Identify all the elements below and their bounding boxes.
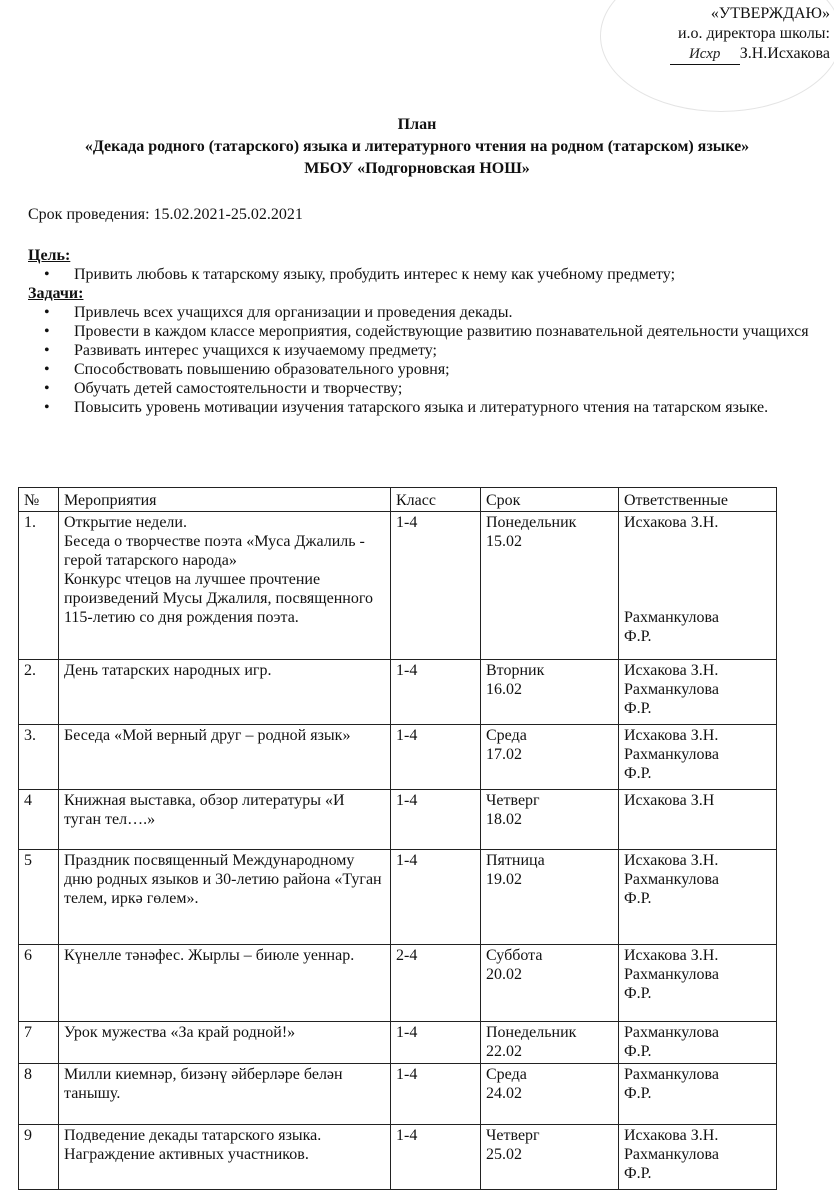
cell-date: Четверг 25.02 bbox=[481, 1125, 619, 1190]
task-item: • Способствовать повышению образовательного уровня; bbox=[74, 360, 828, 379]
cell-num: 7 bbox=[19, 1022, 59, 1064]
goal-label: Цель: bbox=[28, 247, 71, 264]
column-header: Класс bbox=[391, 488, 481, 512]
cell-class: 1-4 bbox=[391, 1125, 481, 1190]
cell-num: 1. bbox=[19, 512, 59, 660]
cell-class: 1-4 bbox=[391, 790, 481, 850]
events-table bbox=[18, 487, 777, 1190]
table-row bbox=[19, 1064, 777, 1125]
cell-date: Понедельник 15.02 bbox=[481, 512, 619, 660]
cell-class: 2-4 bbox=[391, 945, 481, 1022]
heading-line3: МБОУ «Подгорновская НОШ» bbox=[304, 160, 530, 177]
cell-date: Среда 17.02 bbox=[481, 725, 619, 790]
cell-class: 1-4 bbox=[391, 850, 481, 945]
task-item: • Провести в каждом классе мероприятия, содействующие развитию познавательной деятельности учащихся bbox=[74, 322, 828, 341]
cell-class: 1-4 bbox=[391, 512, 481, 660]
table-header-row bbox=[19, 488, 777, 512]
cell-date: Четверг 18.02 bbox=[481, 790, 619, 850]
cell-event: Открытие недели. Беседа о творчестве поэта «Муса Джалиль - герой татарского народа» Конкурс чтецов на лучшее прочтение произведений Мусы Джалиля, посвященного 115-летию со дня рождения поэта. bbox=[59, 512, 391, 660]
task-item: • Обучать детей самостоятельности и творчеству; bbox=[74, 379, 828, 398]
cell-class: 1-4 bbox=[391, 660, 481, 725]
table-row bbox=[19, 512, 777, 660]
signature: Исхр bbox=[670, 44, 740, 65]
table-row bbox=[19, 1022, 777, 1064]
cell-resp: Рахманкулова Ф.Р. bbox=[619, 1022, 777, 1064]
approval-position: и.о. директора школы: bbox=[677, 25, 830, 42]
cell-date: Пятница 19.02 bbox=[481, 850, 619, 945]
dates-line: Срок проведения: 15.02.2021-25.02.2021 bbox=[28, 206, 303, 223]
cell-resp: Исхакова З.Н. Рахманкулова Ф.Р. bbox=[619, 945, 777, 1022]
table-row bbox=[19, 790, 777, 850]
task-item: • Привлечь всех учащихся для организации и проведения декады. bbox=[74, 303, 828, 322]
cell-event: Книжная выставка, обзор литературы «И туган тел….» bbox=[59, 790, 391, 850]
cell-event: Беседа «Мой верный друг – родной язык» bbox=[59, 725, 391, 790]
cell-date: Суббота 20.02 bbox=[481, 945, 619, 1022]
approval-block bbox=[620, 4, 830, 65]
cell-event: Урок мужества «За край родной!» bbox=[59, 1022, 391, 1064]
cell-num: 9 bbox=[19, 1125, 59, 1190]
approval-title: «УТВЕРЖДАЮ» bbox=[710, 5, 830, 22]
goals-section bbox=[28, 246, 828, 417]
cell-resp: Рахманкулова Ф.Р. bbox=[619, 1064, 777, 1125]
cell-resp: Исхакова З.Н. Рахманкулова Ф.Р. bbox=[619, 660, 777, 725]
cell-resp: Исхакова З.Н. Рахманкулова Ф.Р. bbox=[619, 1125, 777, 1190]
column-header: Ответственные bbox=[619, 488, 777, 512]
cell-resp: Исхакова З.Н. Рахманкулова Ф.Р. bbox=[619, 512, 777, 660]
tasks-label: Задачи: bbox=[28, 285, 84, 302]
table-row bbox=[19, 945, 777, 1022]
cell-event: Праздник посвященный Международному дню родных языков и 30-летию района «Туган телем, иркә гөлем». bbox=[59, 850, 391, 945]
table-row bbox=[19, 850, 777, 945]
cell-date: Среда 24.02 bbox=[481, 1064, 619, 1125]
cell-event: Милли киемнәр, бизәнү әйберләре белән танышу. bbox=[59, 1064, 391, 1125]
task-item: • Повысить уровень мотивации изучения татарского языка и литературного чтения на татарском языке. bbox=[74, 398, 828, 417]
approval-name: З.Н.Исхакова bbox=[739, 45, 830, 62]
table-row bbox=[19, 1125, 777, 1190]
cell-num: 2. bbox=[19, 660, 59, 725]
cell-num: 5 bbox=[19, 850, 59, 945]
cell-event: День татарских народных игр. bbox=[59, 660, 391, 725]
cell-class: 1-4 bbox=[391, 1022, 481, 1064]
cell-class: 1-4 bbox=[391, 725, 481, 790]
cell-date: Понедельник 22.02 bbox=[481, 1022, 619, 1064]
cell-resp: Исхакова З.Н. Рахманкулова Ф.Р. bbox=[619, 725, 777, 790]
cell-resp: Исхакова З.Н. Рахманкулова Ф.Р. bbox=[619, 850, 777, 945]
heading-line2: «Декада родного (татарского) языка и литературного чтения на родном (татарском) языке» bbox=[84, 138, 750, 155]
document-heading bbox=[0, 114, 834, 180]
cell-date: Вторник 16.02 bbox=[481, 660, 619, 725]
cell-num: 4 bbox=[19, 790, 59, 850]
column-header: Мероприятия bbox=[59, 488, 391, 512]
cell-num: 6 bbox=[19, 945, 59, 1022]
heading-line1: План bbox=[397, 116, 437, 133]
table-row bbox=[19, 725, 777, 790]
column-header: № bbox=[19, 488, 59, 512]
goal-list bbox=[28, 265, 828, 284]
cell-event: Күнелле тәнәфес. Жырлы – биюле уеннар. bbox=[59, 945, 391, 1022]
cell-event: Подведение декады татарского языка. Награждение активных участников. bbox=[59, 1125, 391, 1190]
cell-num: 3. bbox=[19, 725, 59, 790]
goal-item: • Привить любовь к татарскому языку, пробудить интерес к нему как учебному предмету; bbox=[74, 265, 828, 284]
cell-resp: Исхакова З.Н bbox=[619, 790, 777, 850]
task-list bbox=[28, 303, 828, 417]
cell-class: 1-4 bbox=[391, 1064, 481, 1125]
column-header: Срок bbox=[481, 488, 619, 512]
cell-num: 8 bbox=[19, 1064, 59, 1125]
table-row bbox=[19, 660, 777, 725]
task-item: • Развивать интерес учащихся к изучаемому предмету; bbox=[74, 341, 828, 360]
